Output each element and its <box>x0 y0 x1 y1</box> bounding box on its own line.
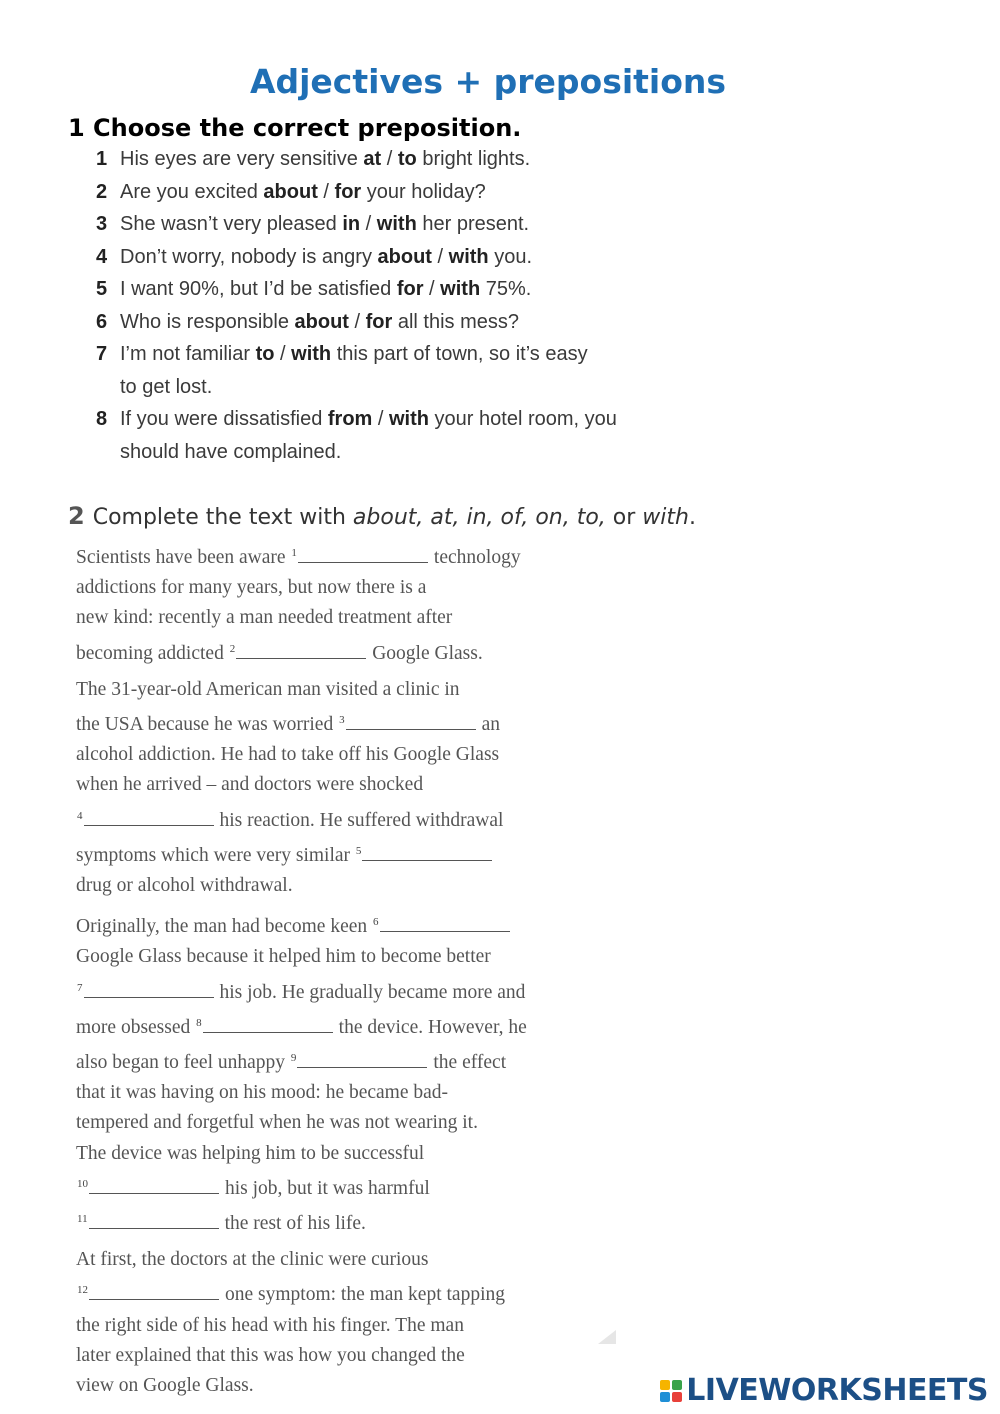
gap-number: 5 <box>355 844 362 857</box>
option-separator: / <box>317 180 335 203</box>
text-segment: becoming addicted <box>76 642 229 664</box>
text-line <box>76 705 636 740</box>
text-segment: technology <box>433 547 521 568</box>
item-text-before: She wasn’t very pleased <box>120 213 343 235</box>
item-number <box>96 371 120 404</box>
option-b[interactable]: for <box>334 180 362 203</box>
section1-heading: 1 Choose the correct preposition. <box>68 114 522 142</box>
section2-heading-words: about, at, in, of, on, to, <box>345 505 606 530</box>
answer-blank[interactable] <box>84 981 214 998</box>
text-line <box>76 1275 636 1310</box>
text-line <box>76 801 636 836</box>
logo-square <box>660 1392 670 1402</box>
item-number: 3 <box>96 213 108 235</box>
item-number <box>96 436 120 469</box>
option-b[interactable]: with <box>376 213 417 235</box>
text-line <box>76 1043 636 1078</box>
item-text-after: all this mess? <box>392 310 520 333</box>
text-segment: his job. He gradually became more and <box>219 981 526 1003</box>
text-segment: more obsessed <box>76 1016 196 1038</box>
item-number: 8 <box>96 408 108 430</box>
text-line <box>76 1341 636 1371</box>
text-line <box>76 1245 636 1275</box>
item-text-after: this part of town, so it’s easy <box>331 343 588 365</box>
gap-number: 6 <box>373 916 379 929</box>
gap-number: 3 <box>339 714 345 727</box>
text-segment: that it was having on his mood: he became bad- <box>76 1082 449 1104</box>
logo-mark-icon <box>660 1380 682 1402</box>
gap-number: 4 <box>77 809 83 822</box>
text-segment: Google Glass because it helped him to become better <box>76 946 491 968</box>
option-b[interactable]: with <box>440 278 481 300</box>
item-text-before: to get lost. <box>120 375 213 398</box>
option-b[interactable]: with <box>389 408 429 430</box>
gap-number: 7 <box>77 981 83 994</box>
logo-square <box>672 1380 682 1390</box>
item-text-before: Who is responsible <box>120 310 295 333</box>
exercise-item <box>96 403 696 436</box>
text-segment: Originally, the man had become keen <box>76 916 373 938</box>
item-text <box>120 176 665 209</box>
text-segment: the effect <box>433 1052 507 1074</box>
text-line <box>76 538 636 573</box>
text-line <box>76 1108 636 1138</box>
text-segment: new kind: recently a man needed treatment after <box>76 607 453 629</box>
text-line <box>76 1008 636 1043</box>
text-segment: symptoms which were very similar <box>76 844 355 866</box>
item-text-after: your holiday? <box>361 180 486 203</box>
option-a[interactable]: about <box>377 245 432 268</box>
text-line <box>76 740 636 770</box>
text-paragraph <box>76 538 636 669</box>
option-separator: / <box>423 278 441 300</box>
gap-number: 2 <box>229 642 236 655</box>
answer-blank[interactable] <box>236 642 366 659</box>
option-a[interactable]: at <box>363 148 382 170</box>
gap-number: 1 <box>291 547 297 559</box>
text-line <box>76 634 636 669</box>
item-number: 2 <box>96 180 108 203</box>
section2-heading <box>68 502 696 530</box>
section2-heading-end: . <box>688 505 696 530</box>
text-segment: alcohol addiction. He had to take off his Google Glass <box>76 744 500 766</box>
section1-list <box>96 143 696 468</box>
text-segment: tempered and forgetful when he was not wearing it. <box>76 1112 478 1134</box>
item-text <box>120 403 665 436</box>
text-segment: At first, the doctors at the clinic were curious <box>76 1249 429 1271</box>
option-a[interactable]: from <box>327 408 373 430</box>
text-segment: an <box>481 714 500 736</box>
text-line <box>76 1078 636 1108</box>
text-paragraph <box>76 907 636 1239</box>
option-b[interactable]: with <box>291 343 332 365</box>
text-segment: addictions for many years, but now there is a <box>76 577 427 599</box>
text-line <box>76 1371 636 1401</box>
item-text-before: I want 90%, but I’d be satisfied <box>120 278 397 300</box>
option-a[interactable]: about <box>294 310 349 333</box>
exercise-item <box>96 306 696 339</box>
option-b[interactable]: to <box>397 148 417 170</box>
page-title: Adjectives + prepositions <box>249 62 727 101</box>
item-text-after: you. <box>488 245 532 268</box>
text-line <box>76 973 636 1008</box>
option-a[interactable]: to <box>255 343 275 365</box>
text-line <box>76 907 636 942</box>
text-segment: The 31-year-old American man visited a clinic in <box>76 678 460 700</box>
item-text-before: should have complained. <box>120 440 342 463</box>
section2-heading-last: with <box>635 505 689 530</box>
answer-blank[interactable] <box>297 1051 427 1068</box>
text-segment: The device was helping him to be successful <box>76 1142 425 1164</box>
answer-blank[interactable] <box>84 809 214 826</box>
item-number: 5 <box>96 278 108 300</box>
item-text-after: your hotel room, you <box>429 408 617 430</box>
option-separator: / <box>274 343 292 365</box>
exercise-item <box>96 371 696 404</box>
exercise-item <box>96 143 696 176</box>
item-text <box>120 306 665 339</box>
logo-square <box>672 1392 682 1402</box>
answer-blank[interactable] <box>346 713 476 730</box>
item-text-before: I’m not familiar <box>120 343 256 365</box>
text-segment: also began to feel unhappy <box>76 1052 290 1074</box>
text-paragraph <box>76 675 636 901</box>
liveworksheets-logo <box>660 1373 988 1408</box>
gap-number: 9 <box>290 1052 297 1065</box>
section2-heading-prefix: Complete the text with <box>92 505 346 530</box>
gap-number: 10 <box>77 1177 88 1190</box>
section2-text <box>76 538 636 1407</box>
exercise-item <box>96 338 696 371</box>
text-line <box>76 603 636 633</box>
text-segment: one symptom: the man kept tapping <box>225 1284 505 1306</box>
option-separator: / <box>348 310 366 333</box>
item-text-before: His eyes are very sensitive <box>120 148 364 170</box>
answer-blank[interactable] <box>298 546 428 563</box>
section2-number: 2 <box>68 502 85 530</box>
logo-square <box>660 1380 670 1390</box>
option-b[interactable]: with <box>448 245 489 268</box>
answer-blank[interactable] <box>89 1177 219 1194</box>
text-line <box>76 871 636 901</box>
section2-heading-or: or <box>605 505 636 530</box>
text-segment: drug or alcohol withdrawal. <box>76 875 293 897</box>
text-segment: the device. However, he <box>338 1016 527 1038</box>
item-number: 4 <box>96 245 108 268</box>
item-text-after: bright lights. <box>416 148 531 170</box>
item-text <box>120 371 665 404</box>
option-separator: / <box>431 245 449 268</box>
text-line <box>76 1311 636 1341</box>
text-line <box>76 675 636 705</box>
item-text <box>120 241 665 274</box>
text-segment: when he arrived – and doctors were shocked <box>76 774 424 796</box>
answer-blank[interactable] <box>89 1283 219 1300</box>
text-paragraph <box>76 1245 636 1401</box>
text-segment: Google Glass. <box>372 642 483 664</box>
option-separator: / <box>360 213 377 235</box>
gap-number: 11 <box>77 1213 88 1226</box>
item-number: 7 <box>96 343 108 365</box>
item-text <box>120 338 665 371</box>
text-segment: the right side of his head with his finger. The man <box>76 1314 464 1336</box>
text-segment: the USA because he was worried <box>76 714 339 736</box>
exercise-item <box>96 436 696 469</box>
exercise-item <box>96 273 696 306</box>
logo-text: LIVEWORKSHEETS <box>686 1373 988 1408</box>
text-line <box>76 770 636 800</box>
text-line <box>76 942 636 972</box>
text-segment: view on Google Glass. <box>76 1375 254 1397</box>
item-text <box>120 143 665 176</box>
text-line <box>76 573 636 603</box>
item-text-after: 75%. <box>480 278 532 300</box>
text-line <box>76 1169 636 1204</box>
item-text-before: Are you excited <box>120 180 264 203</box>
option-a[interactable]: in <box>342 213 361 235</box>
option-b[interactable]: for <box>365 310 393 333</box>
exercise-item <box>96 208 696 241</box>
item-text-before: Don’t worry, nobody is angry <box>120 245 378 268</box>
answer-blank[interactable] <box>203 1016 333 1033</box>
answer-blank[interactable] <box>362 844 492 861</box>
item-text-before: If you were dissatisfied <box>120 408 328 430</box>
exercise-item <box>96 241 696 274</box>
text-segment: his reaction. He suffered withdrawal <box>219 809 504 831</box>
item-text <box>120 208 665 241</box>
text-segment: the rest of his life. <box>224 1213 366 1235</box>
text-segment: Scientists have been aware <box>76 547 291 568</box>
text-segment: his job, but it was harmful <box>225 1177 430 1199</box>
answer-blank[interactable] <box>380 915 510 932</box>
text-line <box>76 1204 636 1239</box>
text-line <box>76 836 636 871</box>
gap-number: 8 <box>196 1016 202 1029</box>
item-text <box>120 273 665 306</box>
option-a[interactable]: for <box>396 278 424 300</box>
option-a[interactable]: about <box>263 180 318 203</box>
item-number: 6 <box>96 310 108 333</box>
option-separator: / <box>372 408 389 430</box>
text-segment: later explained that this was how you changed the <box>76 1344 465 1366</box>
text-line <box>76 1139 636 1169</box>
exercise-item <box>96 176 696 209</box>
item-number: 1 <box>96 148 108 170</box>
item-text <box>120 436 665 469</box>
answer-blank[interactable] <box>89 1212 219 1229</box>
gap-number: 12 <box>77 1284 88 1297</box>
page-corner-fold <box>598 1330 616 1344</box>
item-text-after: her present. <box>416 213 530 235</box>
option-separator: / <box>381 148 398 170</box>
